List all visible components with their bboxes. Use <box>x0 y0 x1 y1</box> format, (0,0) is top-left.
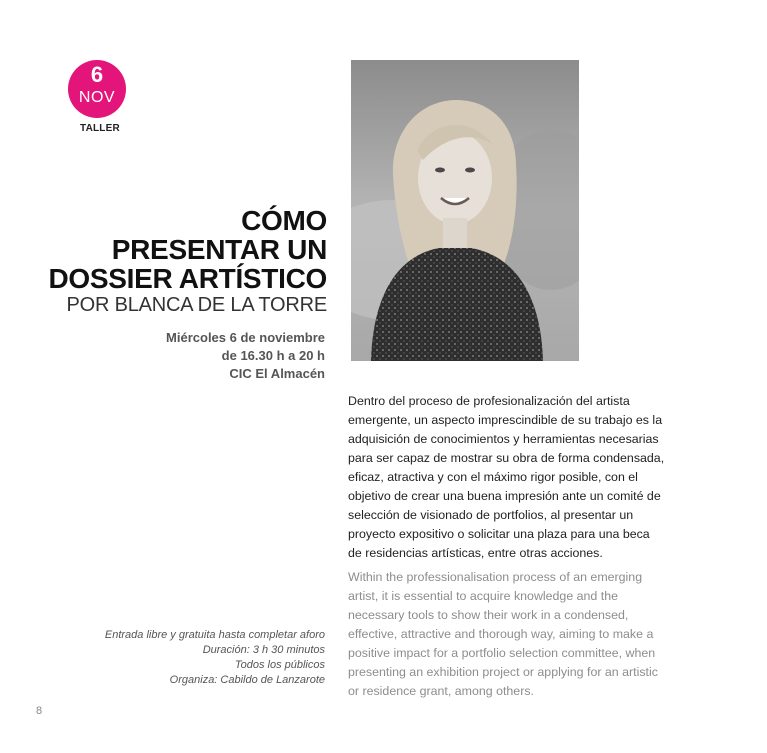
title-block <box>48 206 327 317</box>
speaker-photo-illustration <box>351 60 579 361</box>
description-spanish <box>348 392 666 563</box>
description-english-text: Within the professionalisation process of an emerging artist, it is essential to acquire knowledge and the necessary tools to show their work in a condensed, effective, attractive and thorough way, aiming to make a positive impact for a portfolio selection committee, when presenting an exhibition project or applying for an artistic or residence grant, among others. <box>348 570 658 698</box>
speaker-photo <box>351 60 579 361</box>
description-spanish-text: Dentro del proceso de profesionalización del artista emergente, un aspecto imprescindible de su trabajo es la adquisición de conocimientos y herramientas necesarias para ser capaz de mostrar su obra de forma condensada, eficaz, atractiva y con el máximo rigor posible, con el objetivo de crear una buena impresión ante un comité de selección de visionado de portfolios, al presentar un proyecto expositivo o solicitar una plaza para una beca de residencias artísticas, entre otras acciones. <box>348 394 665 560</box>
date-badge <box>68 60 126 118</box>
info-audience: Todos los públicos <box>234 659 325 671</box>
date-month: NOV <box>78 89 116 106</box>
event-title-line-3: DOSSIER ARTÍSTICO <box>48 263 327 294</box>
info-admission: Entrada libre y gratuita hasta completar aforo <box>104 629 325 641</box>
info-duration: Duración: 3 h 30 minutos <box>202 644 325 656</box>
event-category: TALLER <box>80 123 120 134</box>
date-day: 6 <box>90 62 104 87</box>
description-english <box>348 568 666 701</box>
event-date: Miércoles 6 de noviembre <box>166 330 325 345</box>
event-venue: CIC El Almacén <box>229 366 325 381</box>
page-number: 8 <box>36 705 43 717</box>
info-organizer: Organiza: Cabildo de Lanzarote <box>169 674 325 686</box>
event-info <box>105 628 325 688</box>
event-title-line-1: CÓMO <box>241 205 327 236</box>
event-speaker: POR BLANCA DE LA TORRE <box>66 294 327 316</box>
event-time: de 16.30 h a 20 h <box>221 348 325 363</box>
event-schedule <box>166 329 325 383</box>
event-title-line-2: PRESENTAR UN <box>111 234 327 265</box>
